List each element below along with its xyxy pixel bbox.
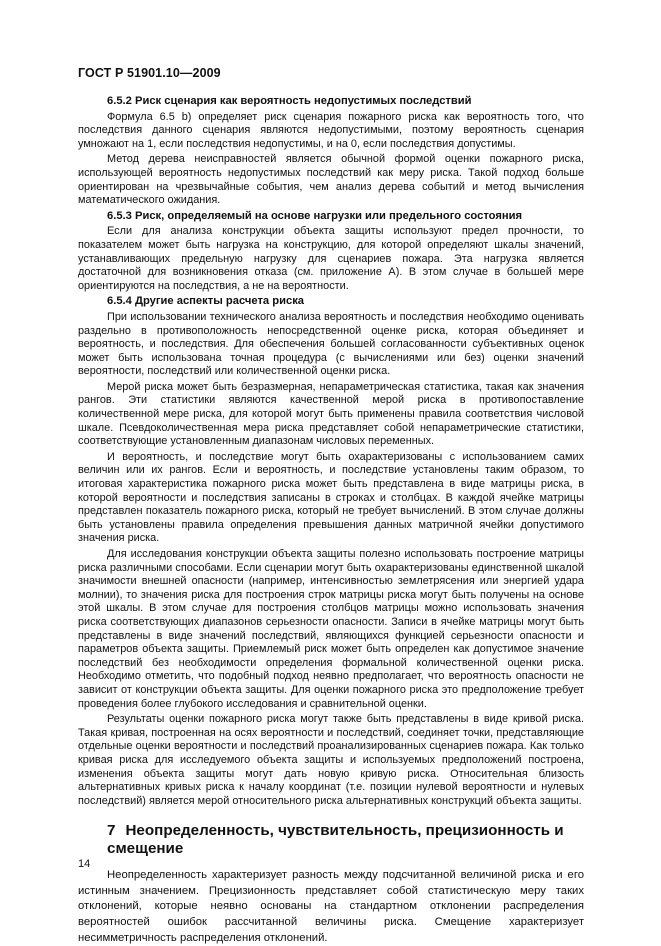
paragraph: Формула 6.5 b) определяет риск сценария пожарного риска как вероятность того, что последствия данного сценария являются недопустимыми, поэтому вероятность сценария умножают на 1, если последствия недопустимы, и на 0, если последствия допустимы. (78, 110, 584, 150)
paragraph: Мерой риска может быть безразмерная, непараметрическая статистика, такая как значения рангов. Эти статистики являются качественной мерой риска в противопоставление количественной мере риска, для которой могут быть применены правила соответствия числовой шкале. Псевдоколичественная мера риска представляет собой непараметрические статистики, соответствующие установленным диапазонам числовых переменных. (78, 380, 584, 448)
page-body (78, 95, 584, 946)
document-code-header: ГОСТ Р 51901.10—2009 (78, 66, 221, 80)
paragraph: Результаты оценки пожарного риска могут также быть представлены в виде кривой риска. Такая кривая, построенная на осях вероятности и последствий, соединяет точки, представляющие отдельные оценки вероятности и последствий проанализированных сценариев пожара. Как только кривая риска для исследуемого объекта защиты и используемых предположений построена, изменения объекта защиты могут дать новую кривую риска. Относительная близость альтернативных кривых риска к началу координат (т.е. позиции нулевой вероятности и нулевых последствий) является мерой относительного риска альтернативных конструкций объекта защиты. (78, 713, 584, 807)
heading-6-5-3: 6.5.3 Риск, определяемый на основе нагрузки или предельного состояния (107, 209, 523, 222)
heading-6-5-4: 6.5.4 Другие аспекты расчета риска (107, 295, 305, 308)
section-title: Неопределенность, чувствительность, прецизионность и смещение (107, 822, 564, 858)
paragraph: Для исследования конструкции объекта защиты полезно использовать построение матрицы риска различными способами. Если сценарии могут быть охарактеризованы единственной шкалой значимости внешней опасности (например, интенсивностью землетрясения или энергией удара молнии), то значения риска для построения строк матрицы риска могут быть получены на основе этой шкалы. В этом случае для построения столбцов матрицы можно использовать значения риска соответствующих диапазонов серьезности опасности. Записи в ячейке матрицы могут быть представлены в виде значений последствий, являющихся функцией серьезности опасности и параметров объекта защиты. Приемлемый риск может быть определен как допустимое значение последствий без необходимости определения формальной количественной оценки риска. Необходимо отметить, что подобный подход неявно предполагает, что вероятность опасности не зависит от конструкции объекта защиты. Для оценки пожарного риска это предположение требует проведения более глубокого исследования и сравнительной оценки. (78, 548, 584, 710)
paragraph: Если для анализа конструкции объекта защиты используют предел прочности, то показателем может быть нагрузка на конструкцию, для которой определяют шкалы значений, устанавливающих предельную нагрузку для сценариев пожара. Эта нагрузка является достаточной для возникновения отказа (см. приложение А). В этом случае в большей мере ориентируются на последствия, а не на вероятности. (78, 225, 584, 292)
paragraph: И вероятность, и последствие могут быть охарактеризованы с использованием самих величин или их рангов. Если и вероятность, и последствие установлены таким образом, то итоговая характеристика пожарного риска может быть представлена в виде матрицы риска, в которой вероятности и последствия записаны в строках и столбцах. В каждой ячейке матрицы представлен показатель пожарного риска, который не требует вычислений. В этом случае должны быть установлены правила определения превышения данных матричной ячейки допустимого значения риска. (78, 450, 584, 545)
paragraph: Неопределенность характеризует разность между подсчитанной величиной риска и его истинным значением. Прецизионность представляет собой статистическую меру таких отклонений, которые неявно основаны на стандартном отклонении распределения вероятностей ошибок рассчитанной величины риска. Смещение характеризует несимметричность распределения отклонений. (78, 869, 584, 944)
heading-section-7 (78, 822, 584, 858)
section-7 (78, 822, 584, 946)
paragraph: При использовании технического анализа вероятность и последствия необходимо оценивать раздельно в противоположность непосредственной оценке риска, которая объединяет и вероятность, и последствия. Для обеспечения большей согласованности субъективных оценок может быть использована точная процедура (с вычислениями или без) оценки значений вероятности, последствий или количественной оценки риска. (78, 310, 584, 378)
heading-6-5-2: 6.5.2 Риск сценария как вероятность недопустимых последствий (107, 95, 472, 107)
paragraph: Метод дерева неисправностей является обычной формой оценки пожарного риска, использующей вероятность недопустимых последствий как меру риска. Такой подход больше ориентирован на чрезвычайные события, чем анализ дерева событий и метод вычисления математического ожидания. (78, 153, 584, 207)
section-number: 7 (107, 822, 116, 840)
page-number: 14 (78, 858, 91, 870)
